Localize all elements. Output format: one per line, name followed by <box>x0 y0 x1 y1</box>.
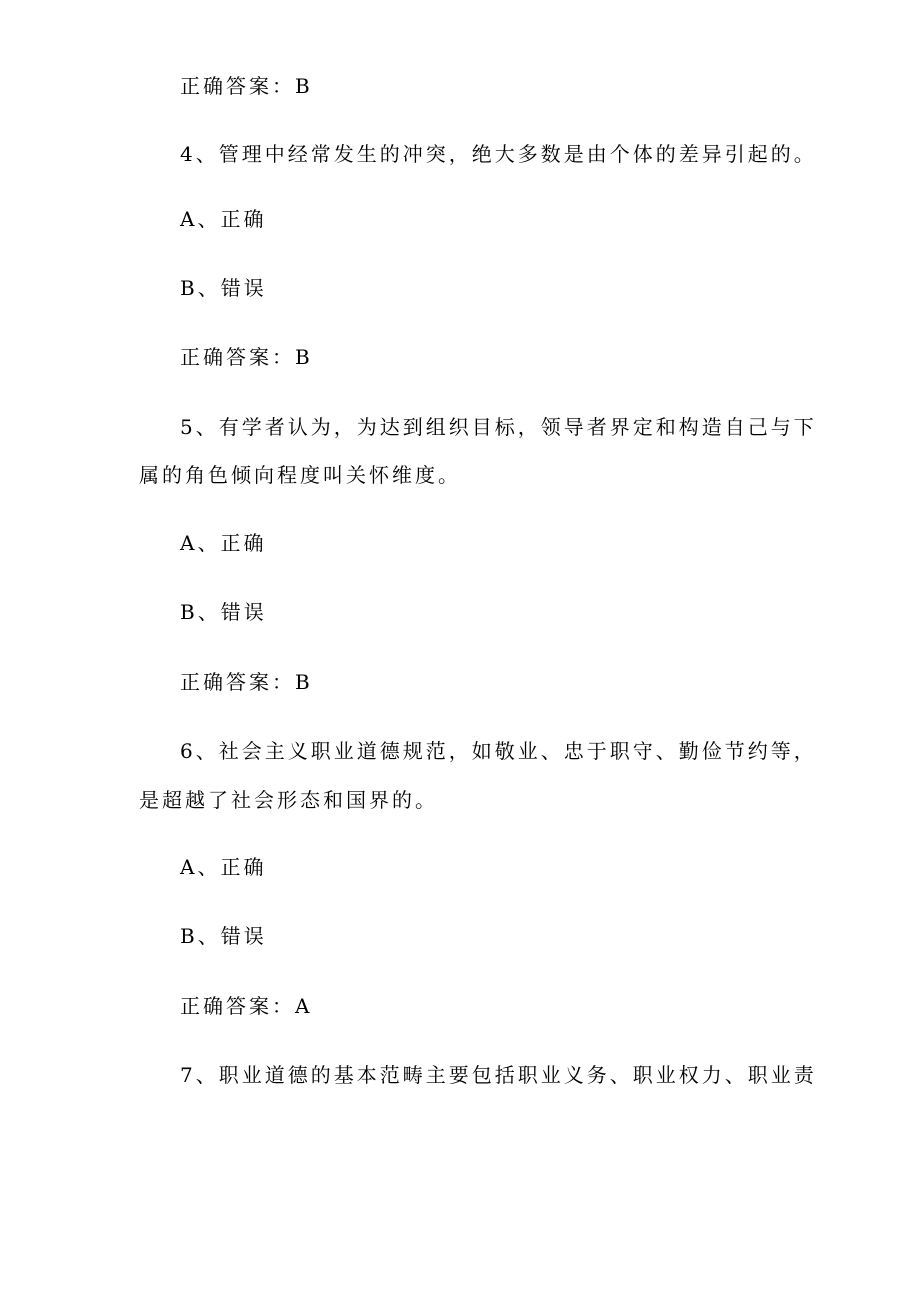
option-a: A、正确 <box>180 207 267 231</box>
question-text-continued: 是超越了社会形态和国界的。 <box>139 788 438 812</box>
question-number: 4、 <box>180 142 219 166</box>
option-b: B、错误 <box>180 276 267 300</box>
question-text: 有学者认为，为达到组织目标，领导者界定和构造自己与下 <box>218 415 817 439</box>
option-a: A、正确 <box>180 855 267 879</box>
question-number: 5、 <box>180 415 219 439</box>
answer-line: 正确答案：B <box>180 670 313 694</box>
question-6 <box>180 737 817 765</box>
question-text: 管理中经常发生的冲突，绝大多数是由个体的差异引起的。 <box>218 142 817 166</box>
question-7 <box>180 1061 817 1089</box>
question-5 <box>180 413 817 441</box>
answer-line: 正确答案：A <box>180 994 313 1018</box>
question-number: 7、 <box>180 1063 219 1087</box>
option-a: A、正确 <box>180 531 267 555</box>
option-b: B、错误 <box>180 924 267 948</box>
question-text: 社会主义职业道德规范，如敬业、忠于职守、勤俭节约等， <box>218 739 817 763</box>
question-number: 6、 <box>180 739 219 763</box>
question-text-continued: 属的角色倾向程度叫关怀维度。 <box>139 463 461 487</box>
option-b: B、错误 <box>180 600 267 624</box>
question-4 <box>180 140 817 168</box>
question-text: 职业道德的基本范畴主要包括职业义务、职业权力、职业责 <box>218 1063 817 1087</box>
answer-line: 正确答案：B <box>180 74 313 98</box>
answer-line: 正确答案：B <box>180 345 313 369</box>
